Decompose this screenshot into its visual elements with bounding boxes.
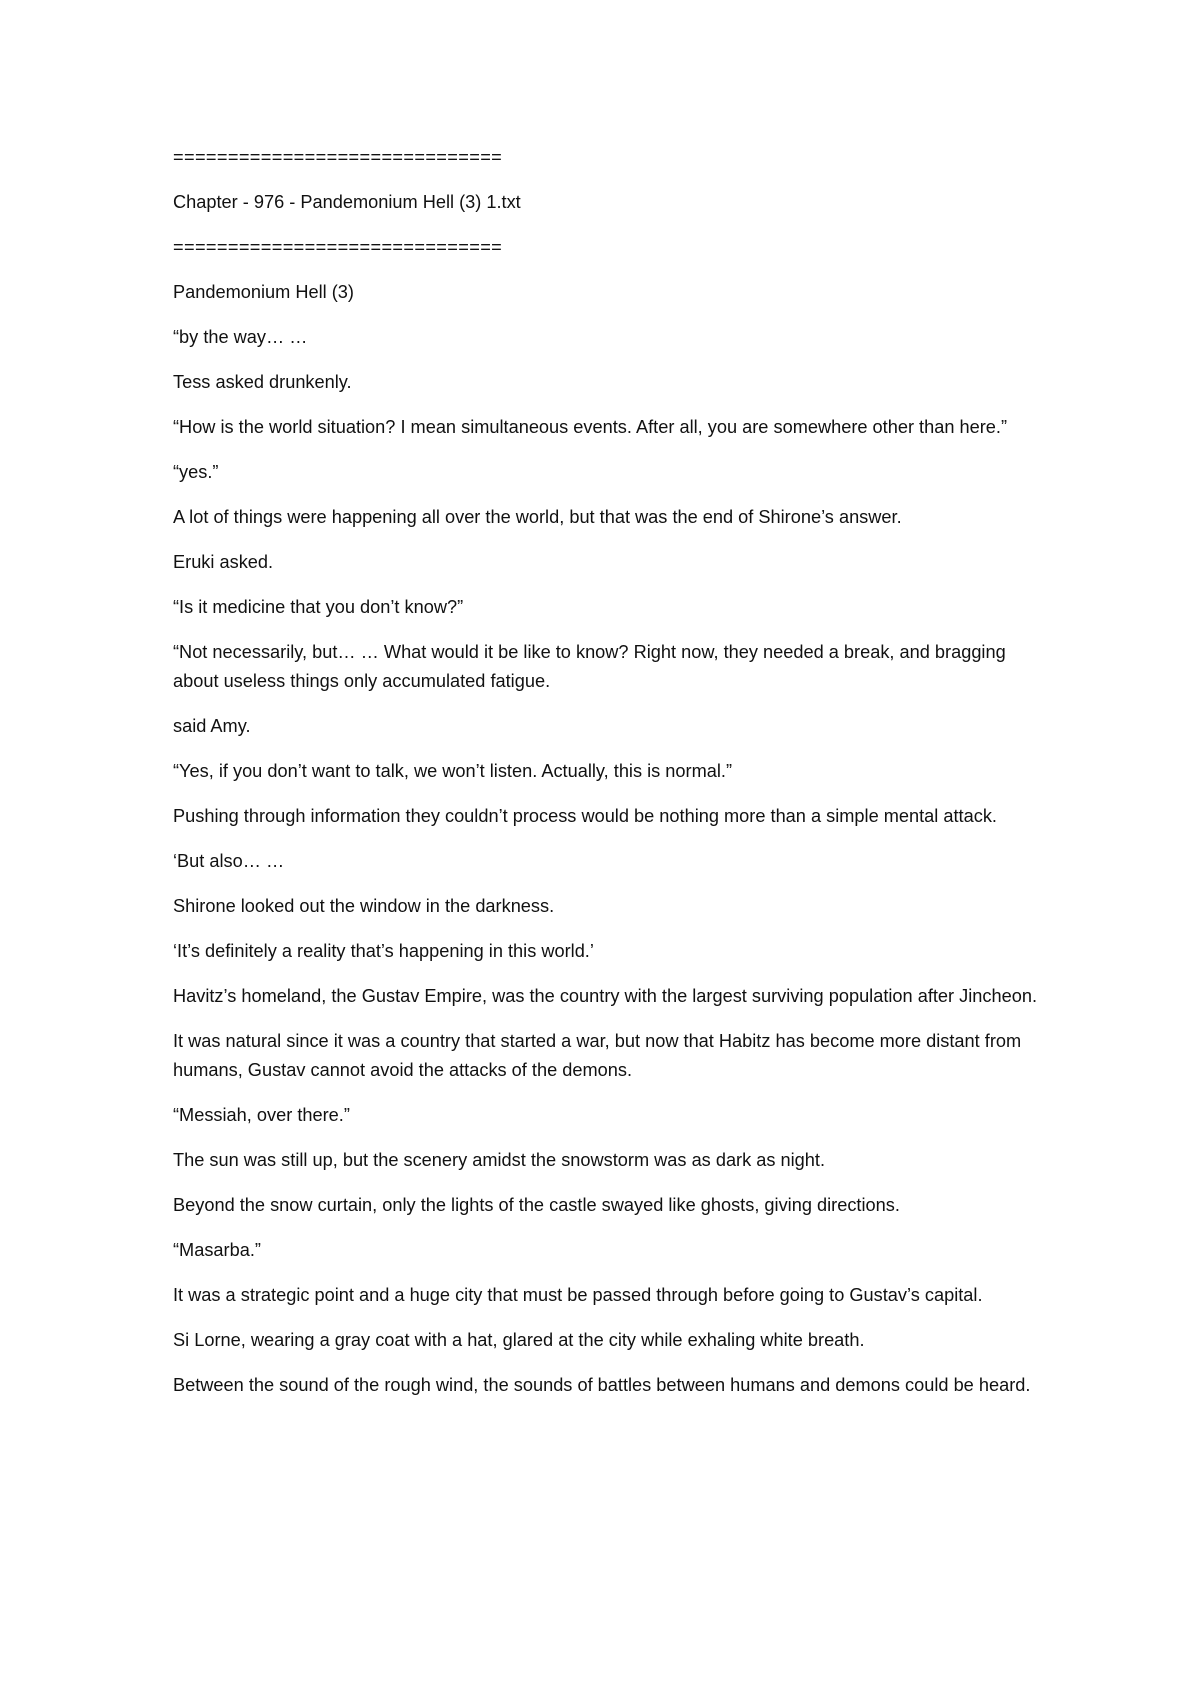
paragraph: “by the way… …: [173, 327, 308, 347]
separator-bottom: ==============================: [173, 237, 503, 257]
paragraph: Between the sound of the rough wind, the sounds of battles between humans and demons could be heard.: [173, 1375, 1031, 1395]
paragraph: Shirone looked out the window in the darkness.: [173, 896, 555, 916]
paragraph: “How is the world situation? I mean simultaneous events. After all, you are somewhere other than here.”: [173, 417, 1008, 437]
paragraph: Havitz’s homeland, the Gustav Empire, was the country with the largest surviving population after Jincheon.: [173, 986, 1038, 1006]
paragraph: said Amy.: [173, 716, 251, 736]
paragraph: Tess asked drunkenly.: [173, 372, 352, 392]
paragraph: It was a strategic point and a huge city that must be passed through before going to Gustav’s capital.: [173, 1285, 983, 1305]
paragraph: “Is it medicine that you don’t know?”: [173, 597, 464, 617]
paragraph: “Messiah, over there.”: [173, 1105, 350, 1125]
paragraph: It was natural since it was a country that started a war, but now that Habitz has become more distant from humans, Gustav cannot avoid the attacks of the demons.: [173, 1031, 1027, 1080]
chapter-heading: Pandemonium Hell (3): [173, 282, 354, 302]
paragraph: ‘It’s definitely a reality that’s happening in this world.’: [173, 941, 594, 961]
file-title: Chapter - 976 - Pandemonium Hell (3) 1.txt: [173, 192, 521, 212]
paragraph: “Not necessarily, but… … What would it be like to know? Right now, they needed a break, and bragging about useless things only accumulated fatigue.: [173, 642, 1011, 691]
paragraph: “Yes, if you don’t want to talk, we won’t listen. Actually, this is normal.”: [173, 761, 733, 781]
paragraph: “Masarba.”: [173, 1240, 261, 1260]
paragraph: Pushing through information they couldn’t process would be nothing more than a simple mental attack.: [173, 806, 997, 826]
paragraph: A lot of things were happening all over the world, but that was the end of Shirone’s answer.: [173, 507, 902, 527]
paragraph: Beyond the snow curtain, only the lights of the castle swayed like ghosts, giving directions.: [173, 1195, 900, 1215]
paragraph: The sun was still up, but the scenery amidst the snowstorm was as dark as night.: [173, 1150, 826, 1170]
paragraph: Eruki asked.: [173, 552, 274, 572]
separator-top: ==============================: [173, 147, 503, 167]
paragraph: “yes.”: [173, 462, 219, 482]
paragraph: Si Lorne, wearing a gray coat with a hat, glared at the city while exhaling white breath.: [173, 1330, 865, 1350]
paragraph: ‘But also… …: [173, 851, 285, 871]
document-page: [173, 143, 1043, 1416]
